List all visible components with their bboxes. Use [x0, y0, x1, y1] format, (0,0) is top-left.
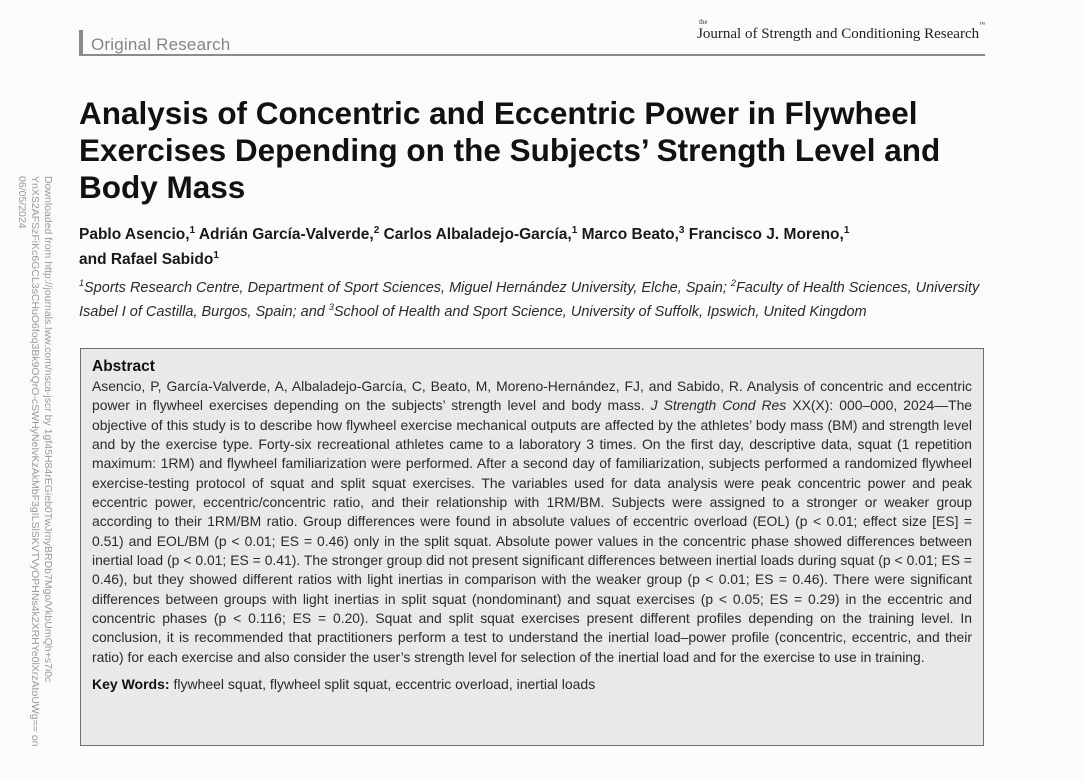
- article-title: Analysis of Concentric and Eccentric Power in Flywheel Exercises Depending on the Subjects’ Strength Level and Body Mass: [79, 95, 941, 205]
- keywords-list: flywheel squat, flywheel split squat, eccentric overload, inertial loads: [173, 676, 596, 693]
- journal-ref: J Strength Cond Res: [650, 397, 787, 414]
- author: Marco Beato,$^3$: [581, 225, 685, 244]
- author: Francisco J. Moreno,$^1$: [688, 225, 850, 244]
- header-rule: [79, 54, 985, 56]
- journal-logo: [697, 18, 985, 43]
- affiliation: $^2$Faculty of Health Sciences, University Isabel I of Castilla, Burgos, Spain; and: [79, 278, 980, 320]
- author: Adrián García-Valverde,$^2$: [198, 225, 380, 244]
- keywords: [92, 675, 972, 694]
- abstract-text: Asencio, P, García-Valverde, A, Albaladejo-García, C, Beato, M, Moreno-Hernández, FJ, and Sabido, R. Analysis of concentric and eccentric power in flywheel exercises depending on the subjects’ strength level and body mass. J Strength Cond Res XX(X): 000–000, 2024—The objective of this study is to describe how flywheel exercise mechanical outputs are affected by the athletes’ body mass (BM) and strength level and by the exercise type. Forty-six recreational athletes came to a laboratory 3 times. On the first day, descriptive data, squat (1 repetition maximum: 1RM) and flywheel familiarization were performed. After a second day of familiarization, subjects performed a randomized flywheel exercise-testing protocol of squat and split squat exercises. The variables used for data analysis were peak concentric power and peak eccentric power, eccentric/concentric ratio, and their relationship with 1RM/BM. Subjects were assigned to a stronger or weaker group according to their 1RM/BM ratio. Group differences were found in absolute values of eccentric overload (EOL) (p < 0.01; effect size [ES] = 0.51) and EOL/BM (p < 0.01; ES = 0.46) only in the split squat. Absolute power values in the concentric phase showed differences between inertial load (p < 0.01; ES = 0.41). The stronger group did not present significant differences between inertial loads during squat (p < 0.01; ES = 0.46), but they showed different ratios with light inertias in comparison with the weaker group (p < 0.01; ES = 0.46). There were significant differences between groups with light inertias in split squat (nondominant) and squat exercises (p < 0.05; ES = 0.29) in the eccentric and concentric phases (p < 0.116; ES = 0.20). Squat and split squat exercises present different profiles depending on the training level. In conclusion, it is recommended that practitioners perform a test to understand the inertial load–power profile (concentric, eccentric, and their ratio) for each exercise and also consider the user’s strength level for selection of the inertial load and for the exercise to use in training.: [92, 378, 973, 665]
- journal-the: the: [699, 18, 708, 26]
- abstract-heading: Abstract: [92, 358, 155, 375]
- affiliation: $^3$School of Health and Sport Science, University of Suffolk, Ipswich, United Kingdom: [328, 301, 867, 320]
- journal-trademark: ™: [979, 22, 985, 28]
- keywords-label: Key Words:: [92, 676, 170, 693]
- affiliation: $^1$Sports Research Centre, Department of Sport Sciences, Miguel Hernández University, Elche, Spain;: [79, 278, 727, 296]
- author: Pablo Asencio,$^1$: [79, 225, 196, 244]
- download-watermark: Downloaded from http://journals.lww.com/nsca-jscr by 1gf45H84rEGieb0TwJrnyBRDb7Mgo/VkbUmQh+s7i0c YnXS2AFSzFiKc6GCL3sCHuO6foq3Bk9OQrO-cSWHyNeIvKzAkMbF3gILSlSKVTVyOPHNs4k2XRHYe0lXrzAtoUWg== on 06/05/2024: [16, 176, 54, 747]
- section-label: Original Research: [79, 30, 230, 54]
- author: Carlos Albaladejo-García,$^1$: [383, 225, 578, 244]
- abstract-box: [80, 348, 984, 746]
- author-list: [79, 220, 989, 270]
- affiliations: [79, 274, 994, 322]
- journal-name: Journal of Strength and Conditioning Research: [697, 26, 980, 42]
- author: and Rafael Sabido$^1$: [79, 250, 219, 269]
